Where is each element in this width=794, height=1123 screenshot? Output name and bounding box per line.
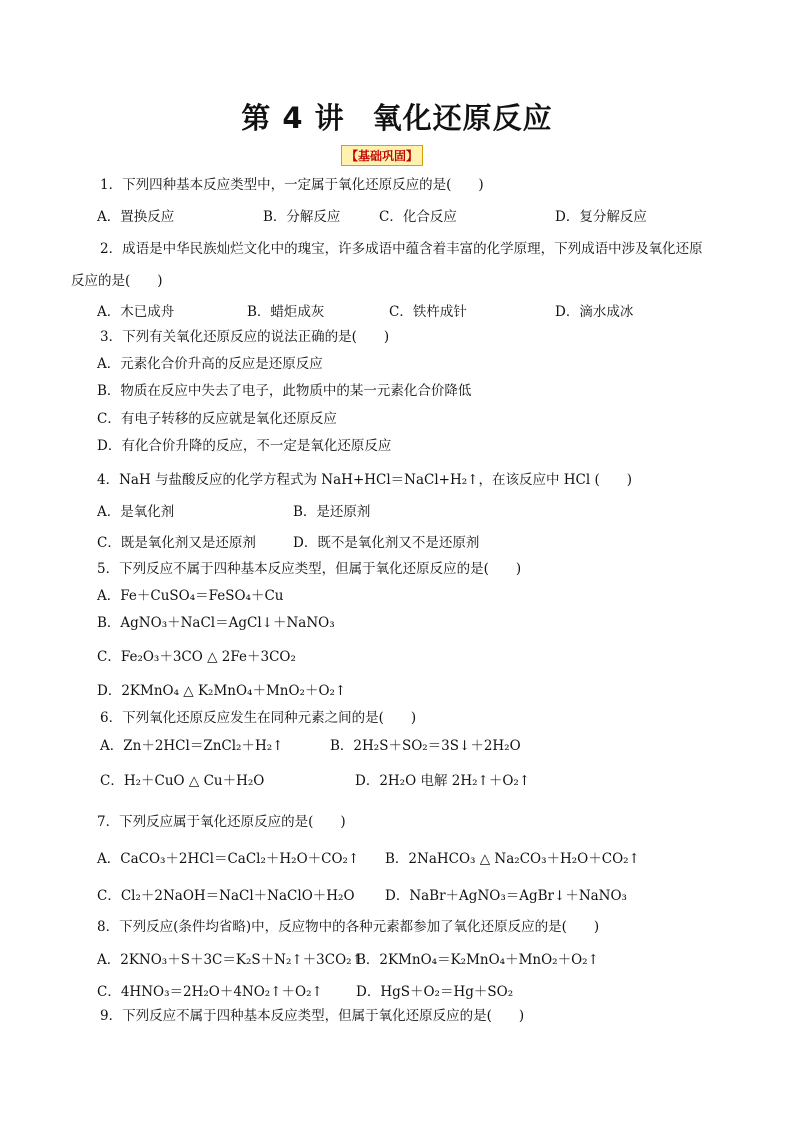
q8-option-a: A．2KNO₃＋S＋3C＝K₂S＋N₂↑＋3CO₂↑ <box>97 952 363 968</box>
question-1-stem: 1．下列四种基本反应类型中，一定属于氧化还原反应的是( ) <box>100 177 484 193</box>
question-6-stem: 6．下列氧化还原反应发生在同种元素之间的是( ) <box>100 710 417 726</box>
q5-option-c: C．Fe₂O₃＋3CO △ 2Fe＋3CO₂ <box>97 649 296 665</box>
q3-option-a: A．元素化合价升高的反应是还原反应 <box>97 356 323 372</box>
q5-option-a: A．Fe＋CuSO₄＝FeSO₄＋Cu <box>97 588 284 604</box>
q1-option-d: D．复分解反应 <box>555 209 647 225</box>
q4-option-d: D．既不是氧化剂又不是还原剂 <box>293 535 480 551</box>
q2-option-c: C．铁杵成针 <box>389 304 467 320</box>
question-9-stem: 9．下列反应不属于四种基本反应类型，但属于氧化还原反应的是( ) <box>100 1008 525 1024</box>
q2-option-b: B．蜡炬成灰 <box>247 304 325 320</box>
q2-option-d: D．滴水成冰 <box>555 304 634 320</box>
question-2-stem: 2．成语是中华民族灿烂文化中的瑰宝，许多成语中蕴含着丰富的化学原理，下列成语中涉及氧化还原 <box>100 241 703 257</box>
q3-option-d: D．有化合价升降的反应，不一定是氧化还原反应 <box>97 438 392 454</box>
question-7-stem: 7．下列反应属于氧化还原反应的是( ) <box>97 814 346 830</box>
q7-option-a: A．CaCO₃＋2HCl＝CaCl₂＋H₂O＋CO₂↑ <box>97 851 360 867</box>
lecture-number: 第 4 讲 <box>241 101 345 135</box>
q4-option-b: B．是还原剂 <box>293 504 371 520</box>
question-3-stem: 3．下列有关氧化还原反应的说法正确的是( ) <box>100 329 390 345</box>
q4-option-a: A．是氧化剂 <box>97 504 175 520</box>
q5-option-b: B．AgNO₃＋NaCl＝AgCl↓＋NaNO₃ <box>97 615 335 631</box>
q7-option-d: D．NaBr＋AgNO₃＝AgBr↓＋NaNO₃ <box>385 888 627 904</box>
q6-option-a: A．Zn＋2HCl＝ZnCl₂＋H₂↑ <box>100 738 284 754</box>
q6-option-d: D．2H₂O 电解 2H₂↑＋O₂↑ <box>355 773 531 789</box>
q8-option-b: B．2KMnO₄＝K₂MnO₄＋MnO₂＋O₂↑ <box>356 952 599 968</box>
question-2-stem-cont: 反应的是( ) <box>71 273 163 289</box>
section-badge: 【基础巩固】 <box>341 145 423 166</box>
q8-option-c: C．4HNO₃＝2H₂O＋4NO₂↑＋O₂↑ <box>97 984 323 1000</box>
question-5-stem: 5．下列反应不属于四种基本反应类型，但属于氧化还原反应的是( ) <box>97 561 522 577</box>
q4-option-c: C．既是氧化剂又是还原剂 <box>97 535 256 551</box>
question-8-stem: 8．下列反应(条件均省略)中，反应物中的各种元素都参加了氧化还原反应的是( ) <box>97 919 600 935</box>
question-4-stem: 4．NaH 与盐酸反应的化学方程式为 NaH+HCl＝NaCl+H₂↑，在该反应中 HCl ( ) <box>97 472 633 488</box>
q2-option-a: A．木已成舟 <box>97 304 175 320</box>
q1-option-b: B．分解反应 <box>263 209 341 225</box>
q1-option-a: A．置换反应 <box>97 209 175 225</box>
q7-option-b: B．2NaHCO₃ △ Na₂CO₃＋H₂O＋CO₂↑ <box>385 851 640 867</box>
q3-option-c: C．有电子转移的反应就是氧化还原反应 <box>97 411 337 427</box>
q7-option-c: C．Cl₂＋2NaOH＝NaCl＋NaClO＋H₂O <box>97 888 355 904</box>
q5-option-d: D．2KMnO₄ △ K₂MnO₄＋MnO₂＋O₂↑ <box>97 683 347 699</box>
lecture-topic: 氧化还原反应 <box>372 101 553 135</box>
q3-option-b: B．物质在反应中失去了电子，此物质中的某一元素化合价降低 <box>97 383 472 399</box>
q8-option-d: D．HgS＋O₂＝Hg＋SO₂ <box>356 984 514 1000</box>
q1-option-c: C．化合反应 <box>379 209 457 225</box>
page-title <box>0 96 794 137</box>
q6-option-c: C．H₂＋CuO △ Cu＋H₂O <box>100 773 265 789</box>
q6-option-b: B．2H₂S＋SO₂＝3S↓＋2H₂O <box>330 738 521 754</box>
